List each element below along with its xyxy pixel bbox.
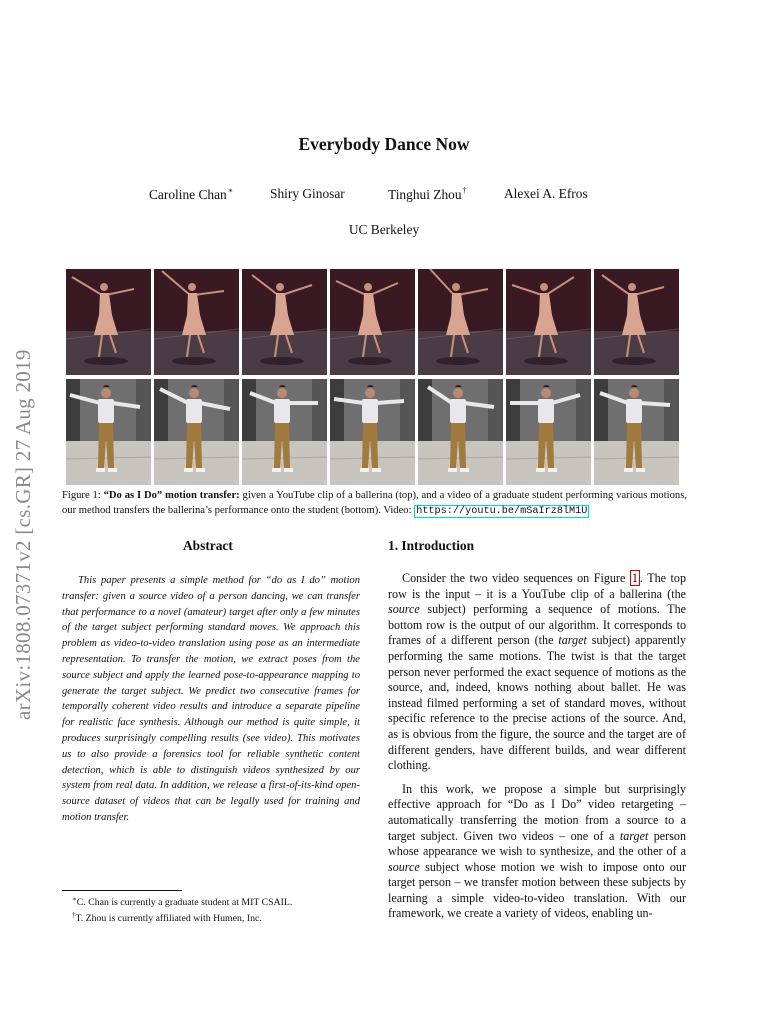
ballerina-frame [506,269,591,375]
emphasis: source [388,602,420,617]
text-run: subject) apparently performing the same motions. The twist is that the target person never performed the exact sequence of motions as the source, and, indeed, knows nothing about ballet. He was instead filmed performing a set of standard moves, without specific reference to the precise actions of the source. And, as is obvious from the figure, the source and the target are of different genders, have different builds, and wear different clothing. [388,633,686,773]
author-name: Alexei A. Efros [504,186,588,201]
student-frame [506,379,591,485]
footnote-mark: † [72,911,76,920]
footnote-mark: ∗ [72,895,77,903]
text-run: . The top row is the input – it is a YouTube clip of a ballerina (the [388,571,687,601]
emphasis: source [388,859,420,874]
affiliation: UC Berkeley [348,222,420,237]
caption-label: Figure 1: [62,490,104,501]
footnote-text: C. Chan is currently a graduate student at MIT CSAIL. [76,897,293,908]
footnote-text: T. Zhou is currently affiliated with Humen, Inc. [75,913,262,925]
intro-paragraph-1 [388,571,686,774]
intro-paragraph-2 [388,782,686,922]
author-mark: † [462,186,467,195]
text-run: Consider the two video sequences on Figure [402,571,630,585]
student-frame [154,379,239,485]
abstract-text: This paper presents a simple method for “do as I do” motion transfer: given a source video of a person dancing, we can transfer that performance to a novel (amateur) target after only a few minutes of the target subject performing standard moves. We approach this problem as video-to-video translation using pose as an intermediate representation. To transfer the motion, we extract poses from the source subject and apply the learned pose-to-appearance mapping to generate the target subject. We predict two consecutive frames for temporally coherent video results and introduce a separate pipeline for realistic face synthesis. Although our method is quite simple, it produces surprisingly compelling results (see video). This motivates us to also provide a forensics tool for reliable synthetic content detection, which is able to distinguish videos synthesized by our system from real data. In addition, we release a first-of-its-kind open-source dataset of videos that can be legally used for training and motion transfer. [62,575,360,823]
ballerina-frame [594,269,679,375]
author-1 [149,186,233,203]
author-name: Tinghui Zhou [388,187,462,202]
footnotes [62,893,362,926]
author-name: Caroline Chan [149,187,227,202]
text-run: subject) performing a sequence of motions. The bottom row is the output of our algorithm. It corresponds to frames of a different person (the [388,602,686,648]
author-list [149,186,619,204]
footnote-1 [62,893,362,909]
abstract-body [62,573,360,826]
video-link[interactable]: https://youtu.be/mSaIrz8lM1U [416,506,588,518]
student-frame [330,379,415,485]
text-run: subject whose motion we wish to impose onto our target person – we transfer motion between these subjects by learning a simple video-to-video translation. With our framework, we create a variety of videos, enabling un- [388,859,686,921]
paper-title: Everybody Dance Now [298,134,470,154]
text-run: person whose appearance we wish to synthesize, and the other of a [388,828,687,859]
student-frame [418,379,503,485]
introduction-heading: 1. Introduction [388,538,475,553]
student-frame [242,379,327,485]
teaser-figure [66,269,681,486]
student-frame [66,379,151,485]
author-4 [504,186,588,202]
author-name: Shiry Ginosar [270,186,345,201]
emphasis: target [558,633,587,648]
footnote-rule [62,890,182,891]
ballerina-frame [66,269,151,375]
student-frame [594,379,679,485]
arxiv-identifier-stamp: arXiv:1808.07371v2 [cs.GR] 27 Aug 2019 [11,349,35,720]
figure-caption [62,488,687,519]
caption-text: given a YouTube clip of a ballerina (top), and a video of a graduate student performing various motions, our method transfers the ballerina’s performance onto the student (bottom). Video: [62,490,687,517]
emphasis: target [619,828,649,843]
ballerina-frame [154,269,239,375]
ballerina-frame [418,269,503,375]
footnote-2 [62,909,362,925]
author-mark: ∗ [227,186,234,195]
introduction-body [388,571,686,930]
text-run: In this work, we propose a simple but surprisingly effective approach for “Do as I Do” video retargeting – automatically transferring the motion from a source to a target subject. Given two videos – one of a [388,781,686,843]
caption-bold: “Do as I Do” motion transfer: [103,490,240,501]
abstract-heading: Abstract [183,538,233,553]
author-3 [388,186,467,203]
figure-reference-link[interactable]: 1 [631,571,638,585]
ballerina-frame [330,269,415,375]
ballerina-frame [242,269,327,375]
author-2 [270,186,345,202]
